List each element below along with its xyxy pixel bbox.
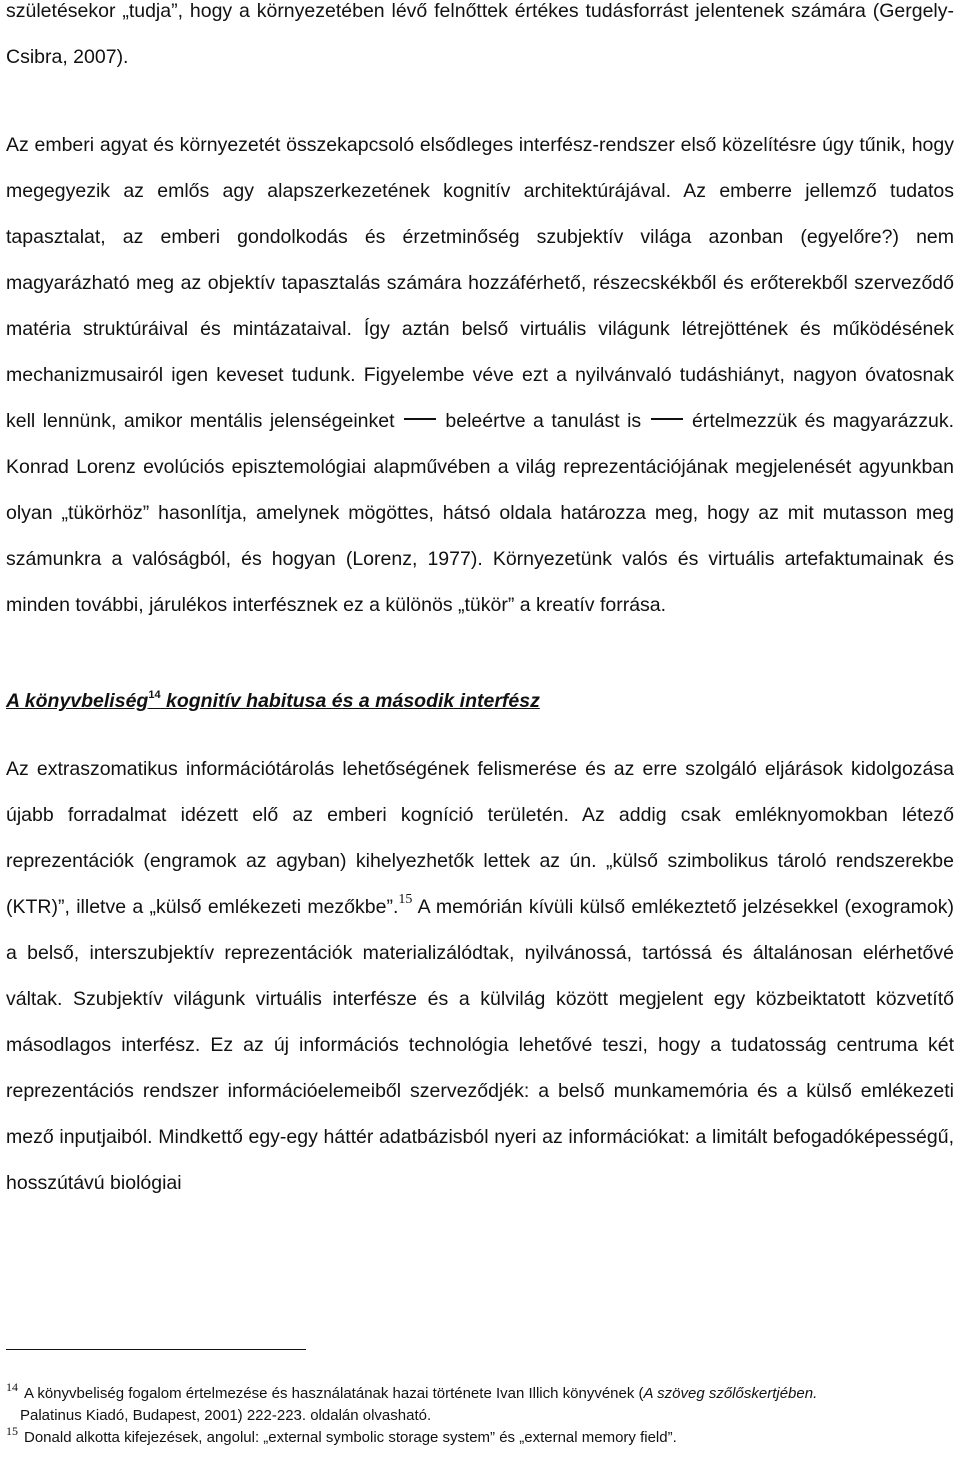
em-dash <box>404 418 436 421</box>
document-page <box>6 0 954 1206</box>
footnote-text: Donald alkotta kifejezések, angolul: „external symbolic storage system” és „external memory field”. <box>24 1429 677 1446</box>
em-dash <box>651 418 683 421</box>
paragraph-text: Az extraszomatikus információtárolás lehetőségének felismerése és az erre szolgáló eljárások kidolgozása újabb forradalmat idézett elő az emberi kogníció területén. Az addig csak emléknyomokban létező reprezentációk (engramok az agyban) kihelyezhetők lettek az ún. „külső szimbolikus tároló rendszerekbe (KTR)”, illetve a „külső emlékezeti mezőkbe”. <box>6 758 954 918</box>
footnote-separator <box>6 1349 306 1350</box>
paragraph-interface <box>6 122 954 628</box>
paragraph-extrasomatic <box>6 746 954 1206</box>
section-heading <box>6 672 954 724</box>
heading-text: A könyvbeliség <box>6 690 149 712</box>
paragraph-opening <box>6 0 954 80</box>
footnote-14-continued <box>6 1405 954 1427</box>
footnote-title: A szöveg szőlőskertjében. <box>643 1385 818 1402</box>
footnote-text: Palatinus Kiadó, Budapest, 2001) 222-223. oldalán olvasható. <box>20 1407 432 1424</box>
footnote-ref-14[interactable]: 14 <box>148 689 161 701</box>
footnote-number: 15 <box>6 1424 18 1438</box>
paragraph-text: születésekor „tudja”, hogy a környezetében lévő felnőttek értékes tudásforrást jelentenek számára (Gergely-Csibra, 2007). <box>6 0 954 68</box>
footnote-ref-15[interactable]: 15 <box>398 892 413 907</box>
footnotes <box>6 1380 954 1449</box>
footnote-text: A könyvbeliség fogalom értelmezése és használatának hazai története Ivan Illich könyvének ( <box>24 1385 644 1402</box>
paragraph-text: A memórián kívüli külső emlékeztető jelzésekkel (exogramok) a belső, interszubjektív reprezentációk materializálódtak, nyilvánossá, tartóssá és általánosan elérhetővé váltak. Szubjektív világunk virtuális interfésze és a külvilág között megjelent egy közbeiktatott közvetítő másodlagos interfész. Ez az új információs technológia lehetővé teszi, hogy a tudatosság centruma két reprezentációs rendszer információelemeiből szerveződjék: a belső munkamemória és a külső emlékezeti mező inputjaiból. Mindkettő egy-egy háttér adatbázisból nyeri az információkat: a limitált befogadóképességű, hosszútávú biológiai <box>6 896 954 1194</box>
footnote-number: 14 <box>6 1380 18 1394</box>
heading-text: kognitív habitusa és a második interfész <box>160 690 540 712</box>
paragraph-text: Az emberi agyat és környezetét összekapcsoló elsődleges interfész-rendszer első közelítésre úgy tűnik, hogy megegyezik az emlős agy alapszerkezetének kognitív architektúrájával. Az emberre jellemző tudatos tapasztalat, az emberi gondolkodás és érzetminőség szubjektív világa azonban (egyelőre?) nem magyarázható meg az objektív tapasztalás számára hozzáférhető, részecskékből és erőterekből szerveződő matéria struktúráival és mintázataival. Így aztán belső virtuális világunk létrejöttének és működésének mechanizmusairól igen keveset tudunk. Figyelembe véve ezt a nyilvánvaló tudáshiányt, nagyon óvatosnak kell lennünk, amikor mentális jelenségeinket <box>6 134 954 432</box>
footnote-14 <box>6 1380 954 1405</box>
paragraph-text: értelmezzük és magyarázzuk. Konrad Lorenz evolúciós episztemológiai alapművében a világ reprezentációjának megjelenését agyunkban olyan „tükörhöz” hasonlítja, amelynek mögöttes, hátsó oldala határozza meg, hogy az mit mutasson meg számunkra a valóságból, és hogyan (Lorenz, 1977). Környezetünk valós és virtuális artefaktumainak és minden további, járulékos interfésznek ez a különös „tükör” a kreatív forrása. <box>6 410 954 616</box>
footnote-15 <box>6 1424 954 1449</box>
paragraph-text: beleértve a tanulást is <box>445 410 642 432</box>
